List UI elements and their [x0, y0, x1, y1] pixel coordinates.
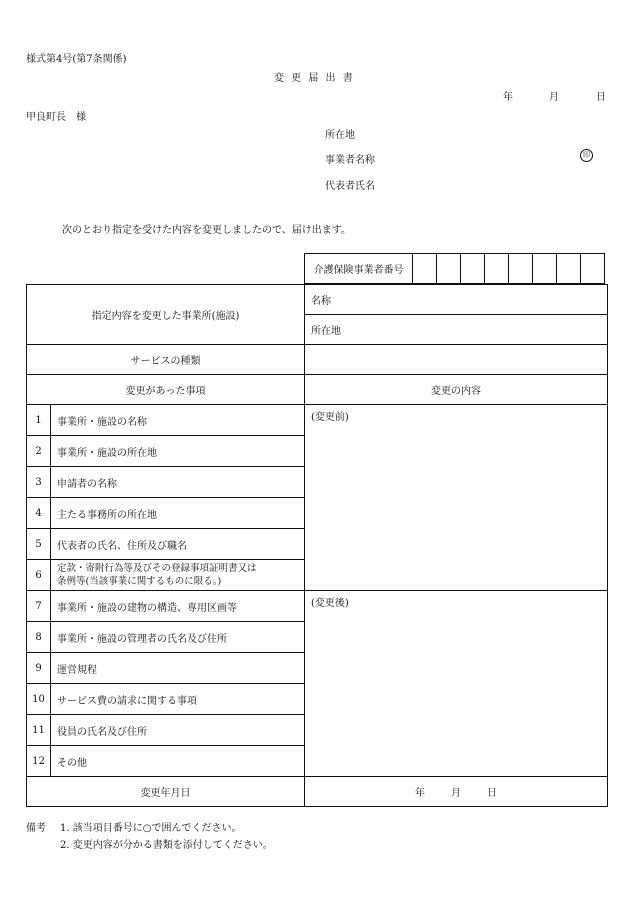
item-label: 運営規程	[51, 653, 305, 684]
item-label: 代表者の氏名、住所及び職名	[51, 529, 305, 560]
applicant-representative-label: 代表者氏名	[325, 181, 375, 192]
addressee: 甲良町長 様	[26, 112, 86, 123]
item-number: 8	[27, 622, 51, 653]
item-number: 3	[27, 467, 51, 498]
change-date-label: 変更年月日	[27, 777, 305, 807]
item-label: 申請者の名称	[51, 467, 305, 498]
note-line-2: 2. 変更内容が分かる書類を添付してください。	[60, 840, 273, 851]
item-number: 10	[27, 684, 51, 715]
service-type-label: サービスの種類	[27, 345, 305, 375]
form-number: 様式第4号(第7条関係)	[26, 54, 127, 65]
item-number: 11	[27, 715, 51, 746]
intro-text: 次のとおり指定を受けた内容を変更しましたので、届け出ます。	[62, 225, 351, 236]
applicant-address-label: 所在地	[325, 130, 355, 141]
date-month-label: 月	[549, 92, 559, 103]
item-number: 5	[27, 529, 51, 560]
item-label: その他	[51, 746, 305, 777]
service-type-field[interactable]	[305, 345, 608, 375]
office-address-field[interactable]: 所在地	[305, 315, 608, 345]
change-date-month: 月	[451, 788, 461, 799]
insurer-digit-box[interactable]	[581, 254, 605, 284]
item-label: 役員の氏名及び住所	[51, 715, 305, 746]
document-title: 変 更 届 出 書	[274, 73, 355, 84]
item-label: 主たる事務所の所在地	[51, 498, 305, 529]
change-form-table	[26, 284, 608, 807]
change-date-year: 年	[415, 788, 425, 799]
item-label	[51, 560, 305, 591]
office-name-field[interactable]: 名称	[305, 285, 608, 315]
item-label: 事業所・施設の建物の構造、専用区画等	[51, 591, 305, 622]
change-after-label: (変更後)	[311, 598, 349, 609]
item-label: 事業所・施設の名称	[51, 405, 305, 436]
notes-label: 備考	[26, 823, 46, 834]
item-number: 4	[27, 498, 51, 529]
item-number: 1	[27, 405, 51, 436]
date-day-label: 日	[596, 92, 606, 103]
item-number: 2	[27, 436, 51, 467]
insurer-digit-box[interactable]	[509, 254, 533, 284]
item-number: 9	[27, 653, 51, 684]
insurer-digit-box[interactable]	[461, 254, 485, 284]
insurer-digit-box[interactable]	[413, 254, 437, 284]
insurer-number-label: 介護保険事業者番号	[305, 254, 413, 284]
change-after-field[interactable]	[305, 591, 608, 777]
item-label: サービス費の請求に関する事項	[51, 684, 305, 715]
office-label: 指定内容を変更した事業所(施設)	[27, 285, 305, 345]
change-before-label: (変更前)	[311, 412, 349, 423]
change-before-field[interactable]	[305, 405, 608, 591]
item-number: 6	[27, 560, 51, 591]
item-label: 事業所・施設の管理者の氏名及び住所	[51, 622, 305, 653]
change-date-field[interactable]	[305, 777, 608, 807]
insurer-digit-box[interactable]	[557, 254, 581, 284]
item-number: 7	[27, 591, 51, 622]
insurer-digit-box[interactable]	[533, 254, 557, 284]
note-line-1: 1. 該当項目番号に○で囲んでください。	[60, 823, 242, 834]
change-date-day: 日	[487, 788, 497, 799]
insurer-number-table	[304, 253, 605, 284]
date-year-label: 年	[503, 92, 513, 103]
seal-mark: 印	[580, 149, 593, 162]
applicant-business-name-label: 事業者名称	[325, 155, 375, 166]
item-label: 事業所・施設の所在地	[51, 436, 305, 467]
insurer-digit-box[interactable]	[437, 254, 461, 284]
item-label-line-2: 条例等(当該事業に関するものに限る。)	[57, 576, 222, 587]
insurer-digit-box[interactable]	[485, 254, 509, 284]
item-label-line-1: 定款・寄附行為等及びその登録事項証明書又は	[57, 563, 257, 574]
item-number: 12	[27, 746, 51, 777]
content-header: 変更の内容	[305, 375, 608, 405]
items-header: 変更があった事項	[27, 375, 305, 405]
